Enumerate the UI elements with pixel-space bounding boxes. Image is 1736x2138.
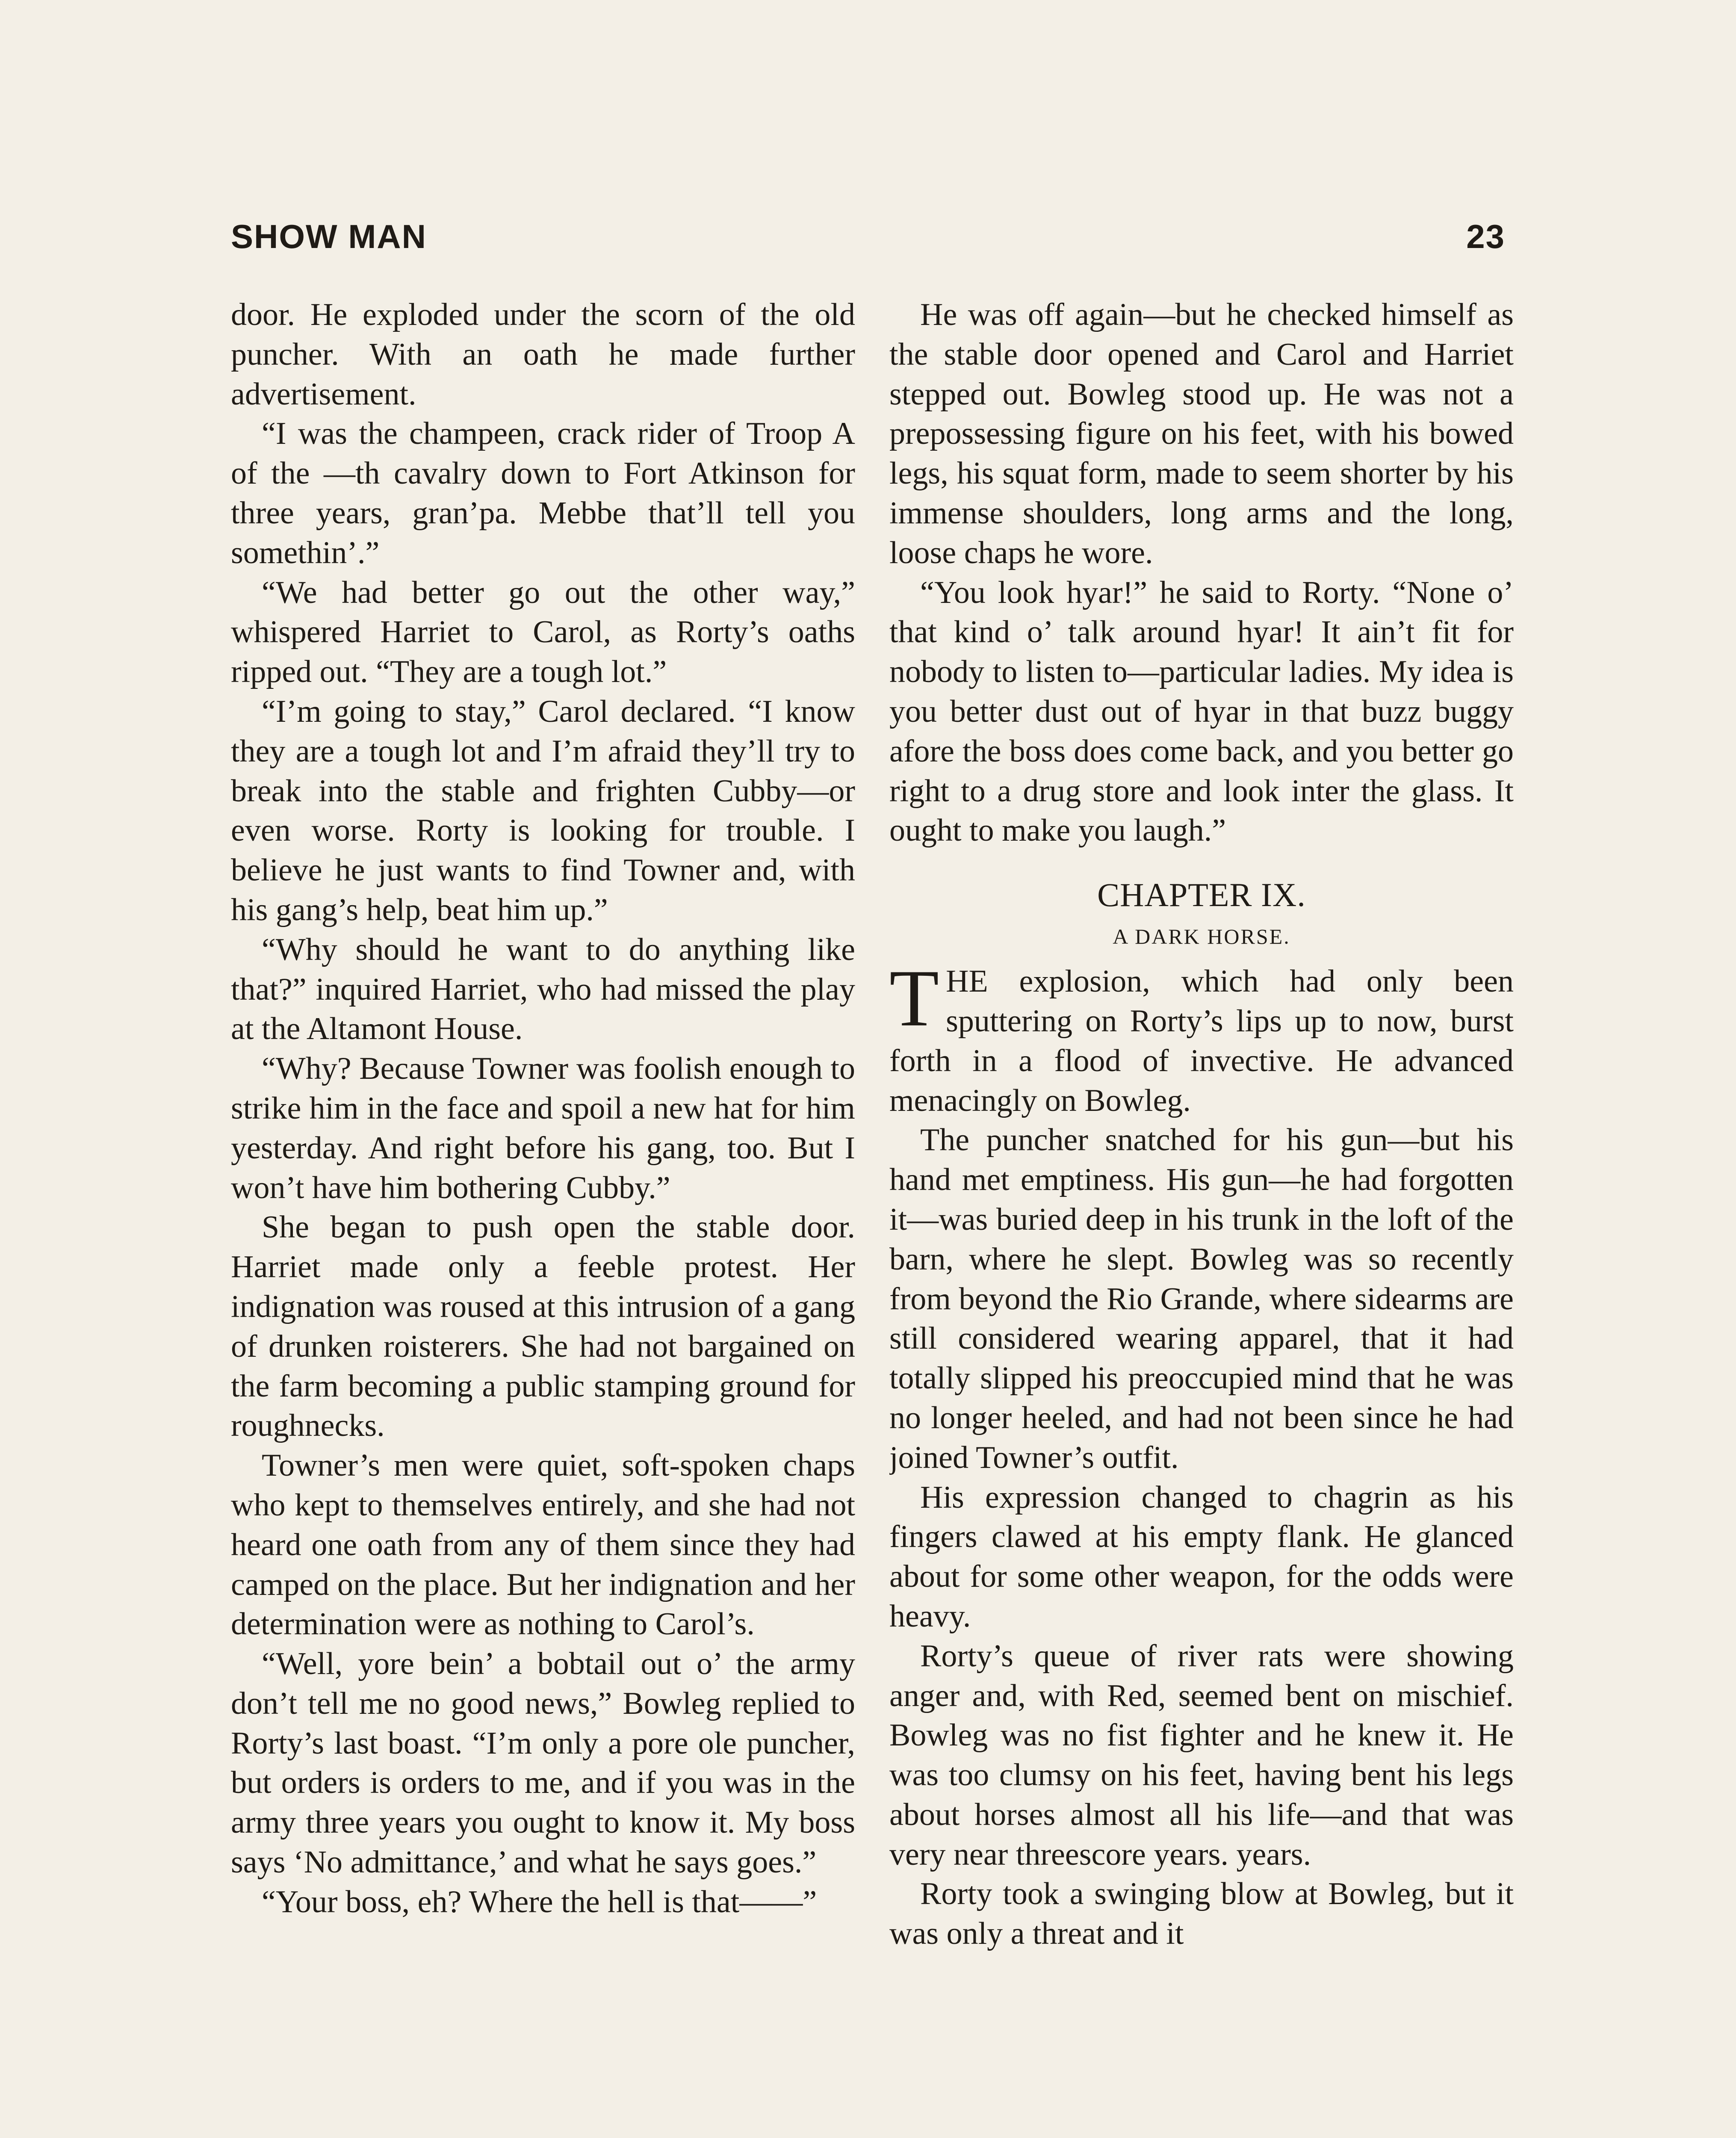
paragraph: He was off again—but he checked himself as the stable door opened and Carol and Harriet stepped out. Bowleg stood up. He was not a prepossessing figure on his feet, with his bowed legs, his squat form, made to seem shorter by his immense shoulders, long arms and the long, loose chaps he wore. — [889, 297, 1514, 570]
paragraph: door. He exploded under the scorn of the old puncher. With an oath he made further advertisement. — [231, 297, 855, 412]
paragraph: “We had better go out the other way,” whispered Harriet to Carol, as Rorty’s oaths ripped out. “They are a tough lot.” — [231, 575, 855, 690]
paragraph: “Well, yore bein’ a bobtail out o’ the army don’t tell me no good news,” Bowleg replied to Rorty’s last boast. “I’m only a pore ole puncher, but orders is orders to me, and if you was in the army three years you ought to know it. My boss says ‘No admittance,’ and what he says goes.” — [231, 1646, 855, 1880]
chapter-opening-paragraph — [889, 954, 1514, 1120]
paragraph: “I was the champeen, crack rider of Troop A of the —th cavalry down to Fort Atkinson for three years, gran’pa. Mebbe that’ll tell you somethin’.” — [231, 416, 855, 570]
paragraph: The puncher snatched for his gun—but his hand met emptiness. His gun—he had forgotten it—was buried deep in his trunk in the loft of the barn, where he slept. Bowleg was so recently from beyond the Rio Grande, where sidearms are still considered wearing apparel, that it had totally slipped his preoccupied mind that he was no longer heeled, and had not been since he had joined Towner’s outfit. — [889, 1122, 1514, 1475]
chapter-subtitle: A DARK HORSE. — [1113, 924, 1290, 949]
left-column — [231, 295, 855, 2138]
chapter-title: CHAPTER IX. — [1097, 876, 1306, 914]
paragraph: She began to push open the stable door. Harriet made only a feeble protest. Her indignation was roused at this intrusion of a gang of drunken roisterers. She had not bargained on the farm becoming a public stamping ground for roughnecks. — [231, 1210, 855, 1444]
right-column — [889, 295, 1514, 2138]
paragraph: “Your boss, eh? Where the hell is that——” — [262, 1884, 817, 1919]
paragraph: “Why? Because Towner was foolish enough to strike him in the face and spoil a new hat for him yesterday. And right before his gang, too. But I won’t have him bothering Cubby.” — [231, 1051, 855, 1205]
paragraph: His expression changed to chagrin as his fingers clawed at his empty flank. He glanced about for some other weapon, for the odds were heavy. — [889, 1479, 1514, 1634]
paragraph: “Why should he want to do anything like that?” inquired Harriet, who had missed the play at the Altamont House. — [231, 932, 855, 1047]
drop-cap: T — [889, 954, 939, 1044]
running-title: SHOW MAN — [231, 218, 427, 255]
opening-text: HE explosion, which had only been sputtering on Rorty’s lips up to now, burst forth in a flood of invective. He advanced menacingly on Bowleg. — [889, 964, 1514, 1118]
paragraph: Rorty’s queue of river rats were showing anger and, with Red, seemed bent on mischief. Bowleg was no fist fighter and he knew it. He was too clumsy on his feet, having bent his legs about horses almost all his life—and that was very near threescore years. years. — [889, 1638, 1514, 1872]
paragraph: Rorty took a swinging blow at Bowleg, but it was only a threat and it — [889, 1876, 1514, 1952]
paragraph: “I’m going to stay,” Carol declared. “I know they are a tough lot and I’m afraid they’ll try to break into the stable and frighten Cubby—or even worse. Rorty is looking for trouble. I believe he just wants to find Towner and, with his gang’s help, beat him up.” — [231, 694, 855, 927]
paragraph: “You look hyar!” he said to Rorty. “None o’ that kind o’ talk around hyar! It ain’t fit for nobody to listen to—particular ladies. My idea is you better dust out of hyar in that buzz buggy afore the boss does come back, and you better go right to a drug store and look inter the glass. It ought to make you laugh.” — [889, 575, 1514, 848]
paragraph: Towner’s men were quiet, soft-spoken chaps who kept to themselves entirely, and she had not heard one oath from any of them since they had camped on the place. But her indignation and her determination were as nothing to Carol’s. — [231, 1448, 855, 1642]
page-number: 23 — [1466, 218, 1505, 255]
running-head — [231, 217, 1505, 264]
